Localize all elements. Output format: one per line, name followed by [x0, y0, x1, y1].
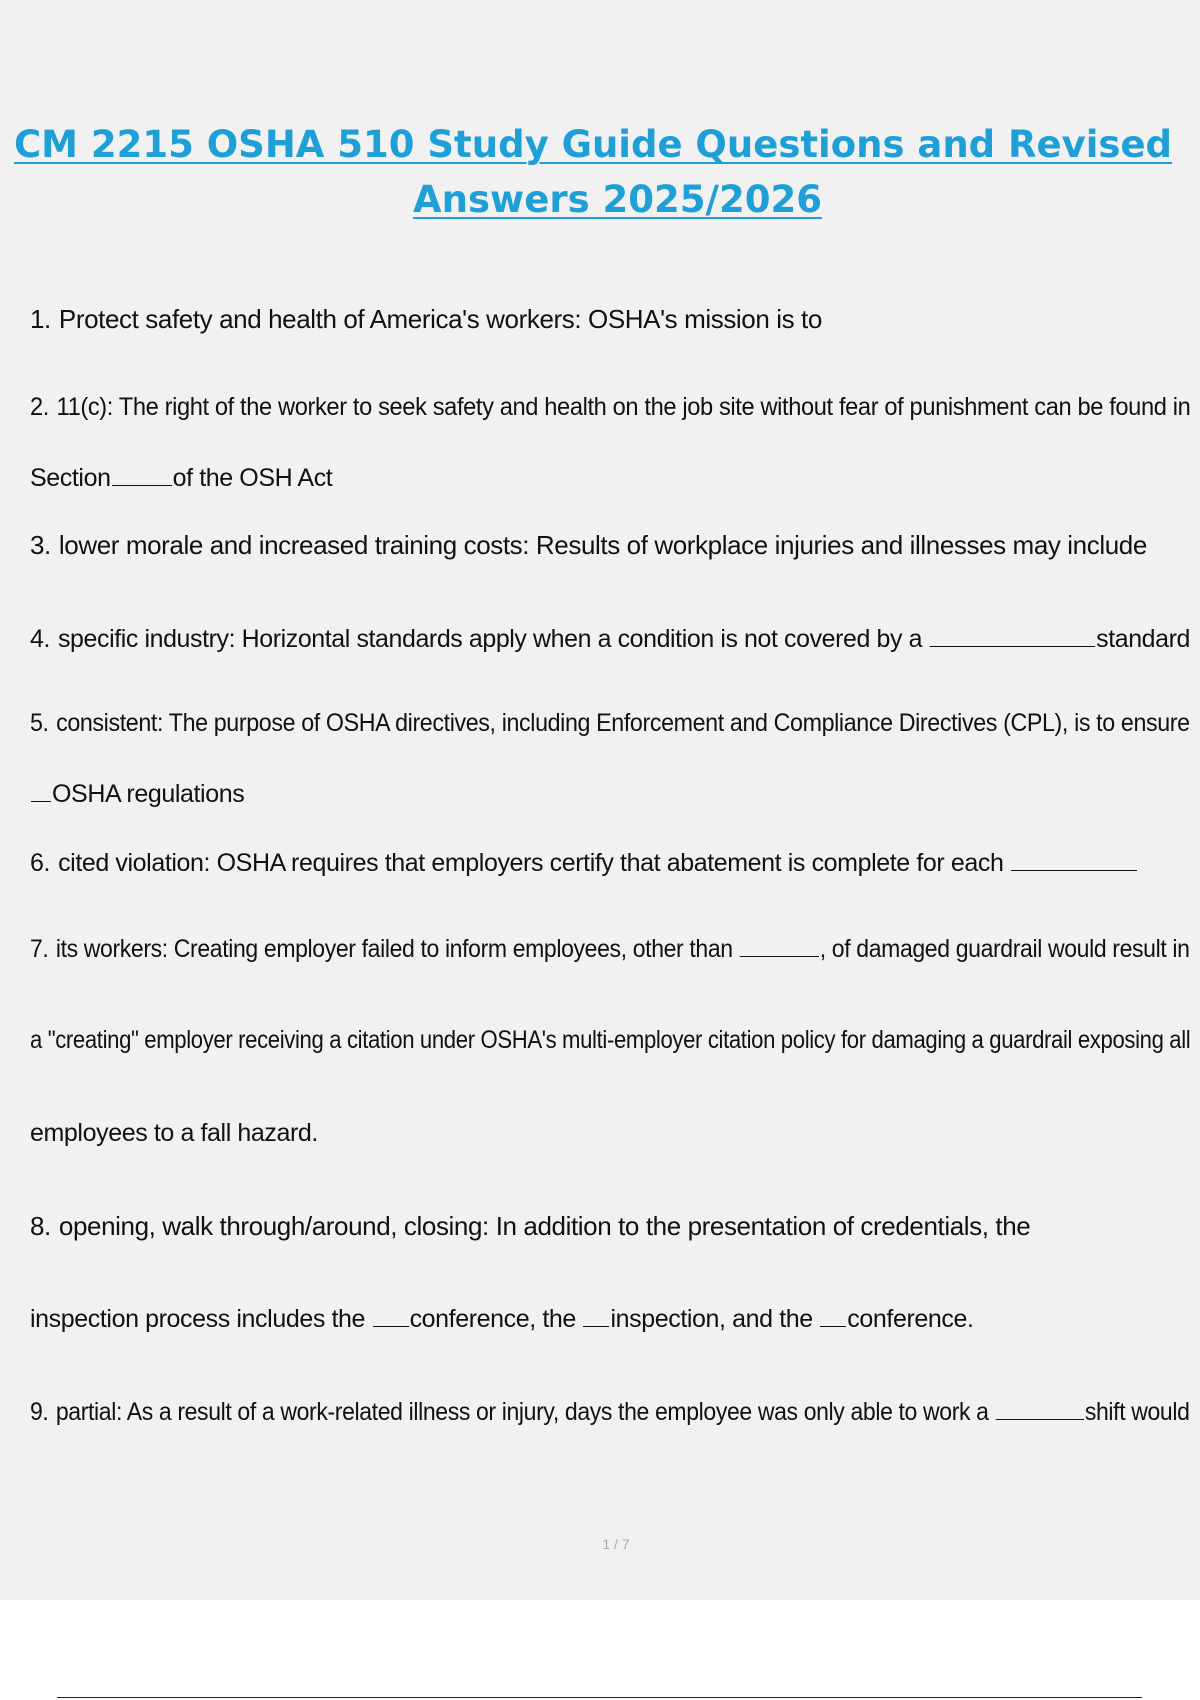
question-7-line-2	[30, 1023, 1190, 1057]
question-text: shift would	[1084, 1398, 1190, 1426]
question-9	[30, 1395, 1190, 1429]
document-title-line-1: CM 2215 OSHA 510 Study Guide Questions and Revised	[14, 123, 1173, 166]
question-1	[30, 302, 822, 336]
question-5-line-1	[30, 706, 1190, 740]
question-text: 11(c): The right of the worker to seek safety and health on the job site without fear of punishment can be found in	[56, 393, 1191, 421]
question-number: 9.	[30, 1398, 49, 1426]
question-number: 4.	[30, 625, 51, 653]
answer-blank	[740, 955, 819, 957]
question-text: Protect safety and health of America's workers: OSHA's mission is to	[58, 304, 822, 334]
question-text: its workers: Creating employer failed to inform employees, other than	[55, 935, 733, 963]
next-page-rule	[57, 1697, 1142, 1698]
question-7-line-1	[30, 932, 1190, 966]
question-8-line-2	[30, 1302, 974, 1336]
answer-blank	[820, 1325, 846, 1327]
question-8-line-1	[30, 1209, 1030, 1243]
question-text: of the OSH Act	[172, 464, 333, 492]
question-text: inspection process includes the	[30, 1305, 366, 1333]
answer-blank	[31, 800, 51, 802]
page-indicator: 1 / 7	[602, 1536, 630, 1552]
question-7-line-3	[30, 1116, 318, 1150]
question-text: , of damaged guardrail would result in	[819, 935, 1190, 963]
question-2-line-2	[30, 461, 332, 495]
document-title-line-2: Answers 2025/2026	[413, 178, 822, 221]
question-number: 2.	[30, 393, 49, 421]
question-text: cited violation: OSHA requires that employers certify that abatement is complete for each	[58, 849, 1004, 877]
question-number: 3.	[30, 530, 51, 560]
answer-blank	[112, 484, 172, 486]
question-text: consistent: The purpose of OSHA directives, including Enforcement and Compliance Directives (CPL), is to ensure	[56, 709, 1190, 737]
question-3	[30, 528, 1147, 562]
question-text: Section	[30, 464, 111, 492]
answer-blank	[996, 1418, 1084, 1420]
answer-blank	[1011, 869, 1137, 871]
question-text: conference.	[847, 1305, 974, 1333]
question-text: partial: As a result of a work-related illness or injury, days the employee was only able to work a	[55, 1398, 989, 1426]
question-2-line-1	[30, 390, 1190, 424]
question-text: a "creating" employer receiving a citation under OSHA's multi-employer citation policy for damaging a guardrail exposing all	[30, 1026, 1191, 1054]
question-number: 7.	[30, 935, 49, 963]
question-number: 6.	[30, 849, 51, 877]
question-number: 8.	[30, 1211, 51, 1241]
question-text: opening, walk through/around, closing: In addition to the presentation of credentials, the	[58, 1211, 1031, 1241]
answer-blank	[930, 645, 1096, 647]
question-4	[30, 622, 1190, 656]
question-text: lower morale and increased training costs: Results of workplace injuries and illnesses may include	[58, 530, 1147, 560]
question-text: OSHA regulations	[52, 780, 245, 808]
question-text: specific industry: Horizontal standards apply when a condition is not covered by a	[57, 625, 923, 653]
question-number: 5.	[30, 709, 49, 737]
question-5-line-2	[30, 777, 244, 811]
question-6	[30, 846, 1138, 880]
question-text: employees to a fall hazard.	[30, 1119, 318, 1147]
question-number: 1.	[30, 304, 51, 334]
answer-blank	[373, 1325, 409, 1327]
question-text: inspection, and the	[610, 1305, 813, 1333]
question-text: standard	[1096, 625, 1190, 653]
answer-blank	[583, 1325, 609, 1327]
question-text: conference, the	[409, 1305, 576, 1333]
